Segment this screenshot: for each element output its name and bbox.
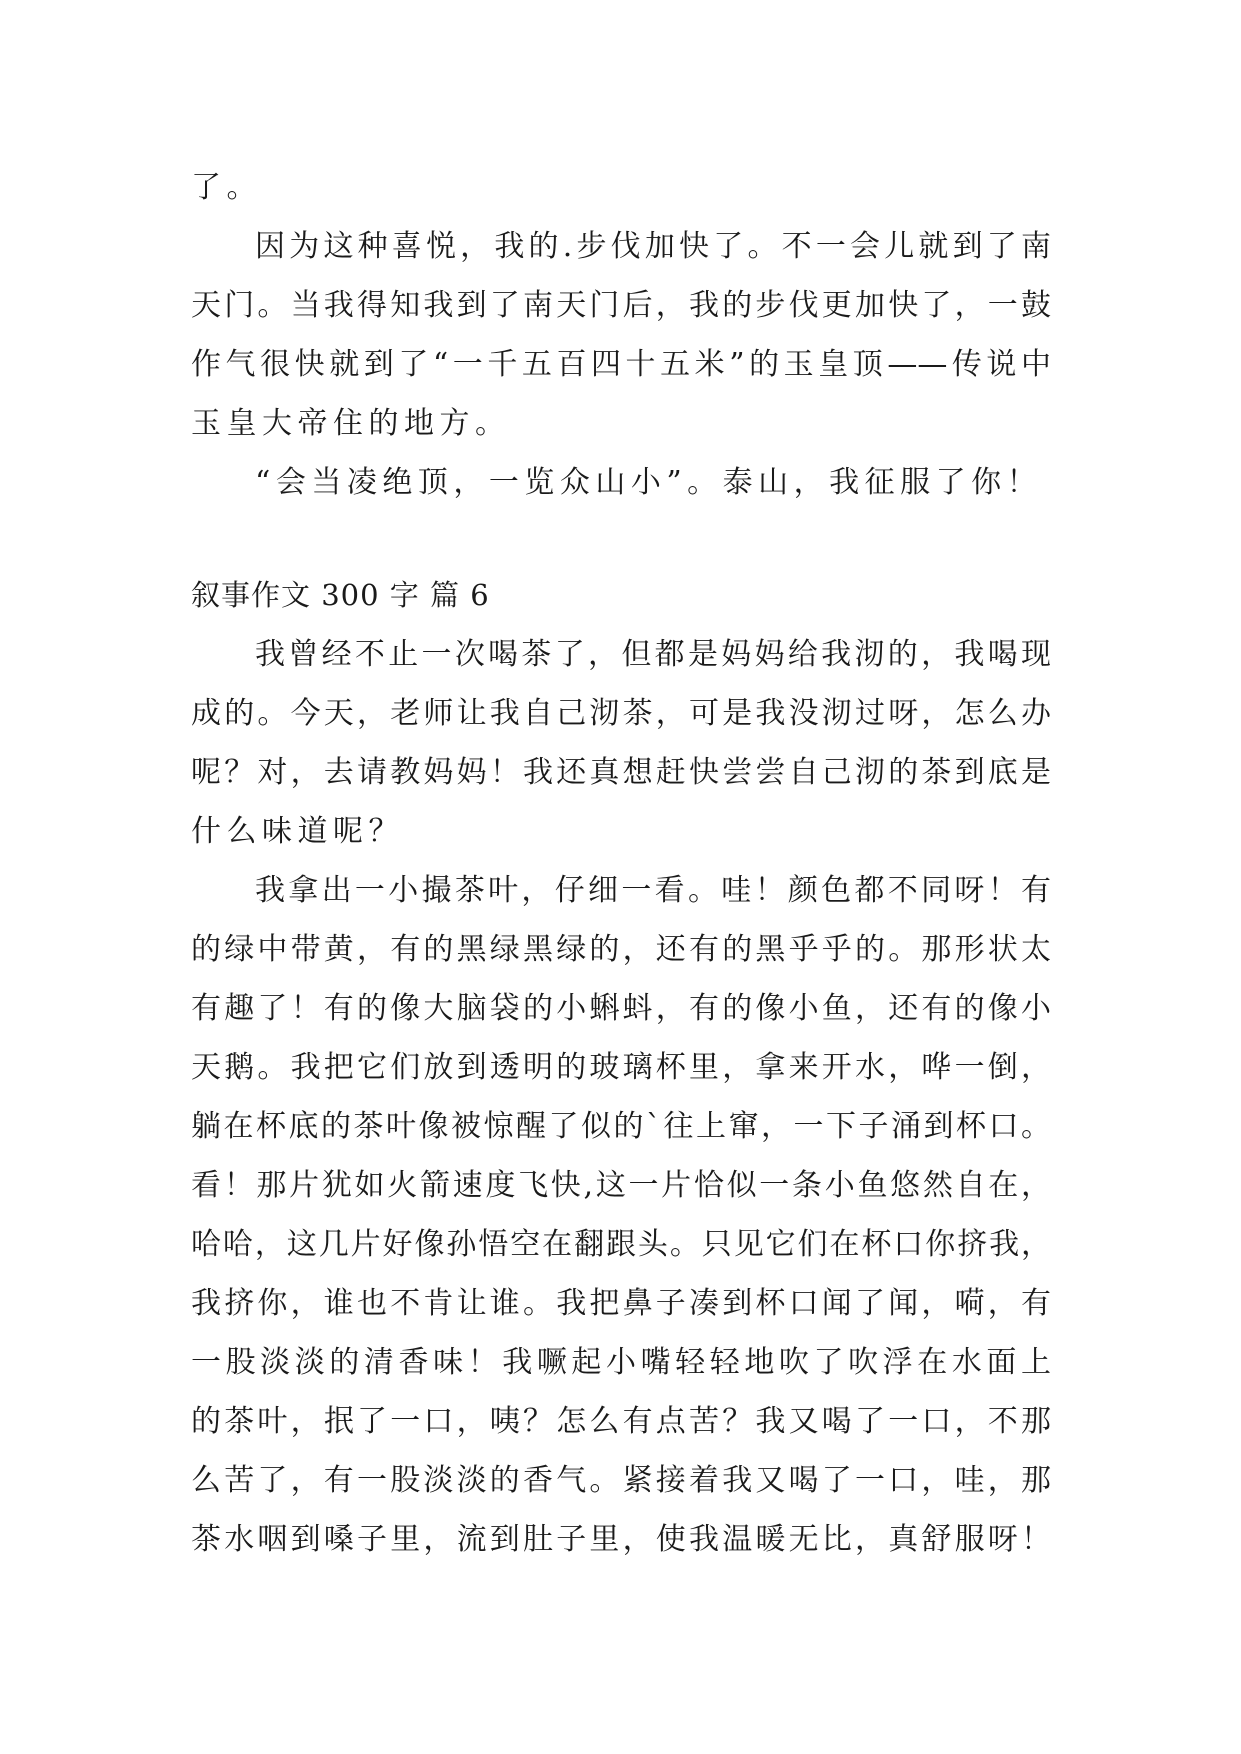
paragraph-line: 玉皇大帝住的地方。 [191, 406, 511, 441]
section-heading: 叙事作文 300 字 篇 6 [191, 578, 490, 612]
paragraph-line: 什么味道呢？ [191, 814, 404, 849]
paragraph-line: 成的。今天，老师让我自己沏茶，可是我没沏过呀，怎么办 [191, 696, 1051, 731]
paragraph-line: 我拿出一小撮茶叶，仔细一看。哇！颜色都不同呀！有 [255, 873, 1051, 908]
paragraph-line: 茶水咽到嗓子里，流到肚子里，使我温暖无比，真舒服呀！ [191, 1522, 1051, 1557]
paragraph-line: 的茶叶，抿了一口，咦？怎么有点苦？我又喝了一口，不那 [191, 1404, 1051, 1439]
paragraph-line: 我曾经不止一次喝茶了，但都是妈妈给我沏的，我喝现 [255, 637, 1051, 672]
paragraph-line: 的绿中带黄，有的黑绿黑绿的，还有的黑乎乎的。那形状太 [191, 932, 1051, 967]
paragraph-line: 作气很快就到了“一千五百四十五米”的玉皇顶——传说中 [191, 347, 1051, 382]
paragraph-line: 一股淡淡的清香味！我噘起小嘴轻轻地吹了吹浮在水面上 [191, 1345, 1051, 1380]
paragraph-line: 么苦了，有一股淡淡的香气。紧接着我又喝了一口，哇，那 [191, 1463, 1051, 1498]
paragraph-line: 天门。当我得知我到了南天门后，我的步伐更加快了，一鼓 [191, 288, 1051, 323]
document-body [191, 158, 1051, 1569]
paragraph-line: 躺在杯底的茶叶像被惊醒了似的`往上窜，一下子涌到杯口。 [191, 1109, 1051, 1144]
paragraph-line: 因为这种喜悦，我的.步伐加快了。不一会儿就到了南 [255, 229, 1051, 264]
paragraph-line: 看！那片犹如火箭速度飞快,这一片恰似一条小鱼悠然自在， [191, 1168, 1051, 1203]
paragraph-line: 呢？对，去请教妈妈！我还真想赶快尝尝自己沏的茶到底是 [191, 755, 1051, 790]
paragraph-line: 了。 [191, 170, 262, 205]
paragraph-line: “会当凌绝顶，一览众山小”。泰山，我征服了你！ [255, 465, 1043, 500]
paragraph-line: 哈哈，这几片好像孙悟空在翻跟头。只见它们在杯口你挤我， [191, 1227, 1051, 1262]
paragraph-line: 我挤你，谁也不肯让谁。我把鼻子凑到杯口闻了闻，嗬，有 [191, 1286, 1051, 1321]
section-spacer [191, 512, 1051, 566]
paragraph-line: 有趣了！有的像大脑袋的小蝌蚪，有的像小鱼，还有的像小 [191, 991, 1051, 1026]
paragraph-line: 天鹅。我把它们放到透明的玻璃杯里，拿来开水，哗一倒， [191, 1050, 1051, 1085]
